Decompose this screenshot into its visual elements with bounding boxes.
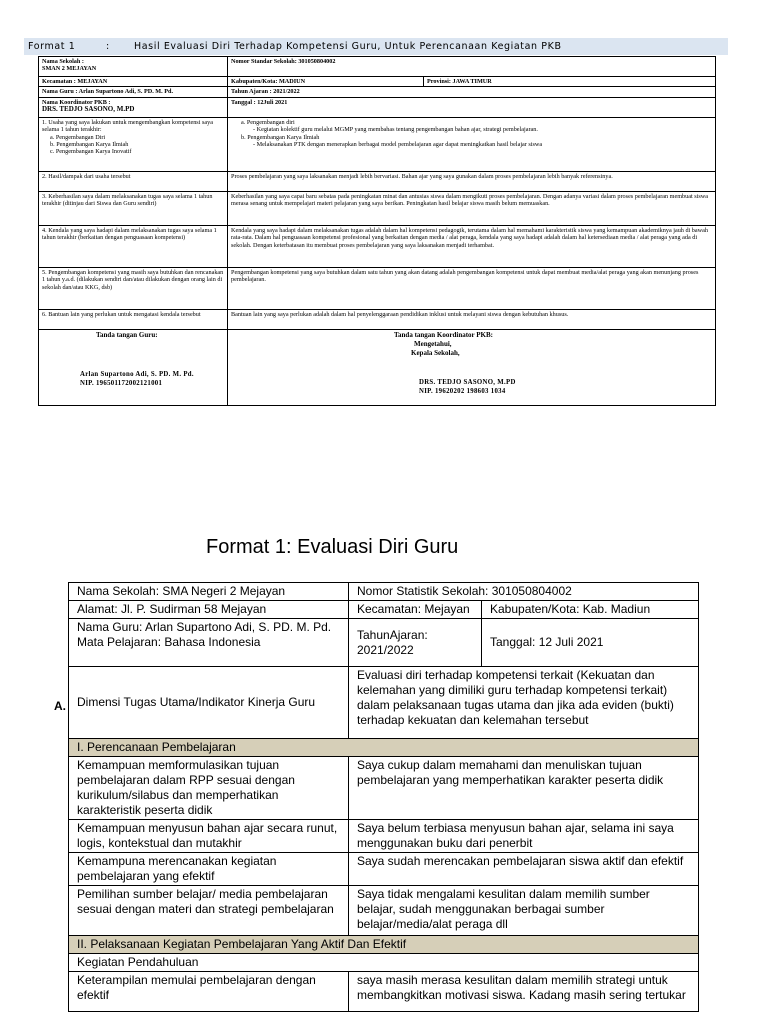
table-row <box>69 886 699 936</box>
row1-right-item: b. Pengembangan Karya Ilmiah <box>241 133 320 141</box>
p2-nomor-statistik: Nomor Statistik Sekolah: 301050804002 <box>349 583 699 601</box>
p2-mapel: Mata Pelajaran: Bahasa Indonesia <box>77 635 261 649</box>
p2-evaluasi-header: Evaluasi diri terhadap kompetensi terkait (Kekuatan dan kelemahan yang dimiliki guru terhadap kompetensi terkait) dalam pelaksanaan tugas utama dan jika ada eviden (bukti) terhadap kekuatan dan kelemahan tersebut <box>349 667 699 739</box>
row5-right: Pengembangan kompetensi yang saya butuhkan dalam satu tahun yang akan datang adalah pengembangan kompetensi untuk dapat membuat media/alat peraga yang akan menunjang proses pembelajaran. <box>228 267 716 309</box>
row3-left: 3. Keberhasilan saya dalam melaksanakan tugas saya selama 1 tahun terakhir (ditinjau dari Siswa dan Guru sendiri) <box>39 191 228 225</box>
signature-guru-title: Tanda tangan Guru: <box>96 330 158 339</box>
table-row <box>39 309 716 329</box>
section-pelaksanaan: II. Pelaksanaan Kegiatan Pembelajaran Yang Aktif Dan Efektif <box>69 936 699 954</box>
p2-nama-guru: Nama Guru: Arlan Supartono Adi, S. PD. M. Pd. <box>77 620 332 634</box>
row3-right: Keberhasilan yang saya capai baru sebatas pada peningkatan minat dan antusias siswa dalam mengikuti proses pembelajaran. Dengan adanya variasi dalam proses pembelajaran membuat siswa merasa senang untuk mempelajari materi pelajaran yang saya berikan. Peningkatan hasil belajar siswa masih belum memuaskan. <box>228 191 716 225</box>
signature-row <box>39 329 716 405</box>
p2-nama-sekolah: Nama Sekolah: SMA Negeri 2 Mejayan <box>69 583 349 601</box>
nama-guru-cell <box>39 87 228 97</box>
p2-tanggal: Tanggal: 12 Juli 2021 <box>482 619 699 667</box>
kabupaten: Kabupaten/Kota: MADIUN <box>228 77 424 87</box>
evaluasi-diri-table <box>68 582 699 1012</box>
p2-row-left: Kemampuan menyusun bahan ajar secara runut, logis, kontekstual dan mutakhir <box>69 820 349 853</box>
row1-right <box>228 117 716 171</box>
p2-row-left: Kemampuan memformulasikan tujuan pembelajaran dalam RPP sesuai dengan kurikulum/silabus dan memperhatikan karakteristik peserta didik <box>69 757 349 820</box>
signature-mengetahui: Mengetahui, <box>414 339 452 348</box>
p2-row-left: Keterampilan memulai pembelajaran dengan efektif <box>69 972 349 1012</box>
table-row <box>69 757 699 820</box>
row4-right: Kendala yang saya hadapi dalam melaksanakan tugas adalah dalam hal kompetensi pedagogik, terutama dalam hal memahami karakteristik siswa yang kemampuan akademiknya jauh di bawah rata-rata. Dalam hal penguasaan kompetensi profesional yang berkaitan dengan media / alat peraga, kendala yang saya hadapi adalah dalam hal ketersediaan media / alat peraga yang ada di sekolah. Dengan keterbatasan itu membuat proses pembelajaran yang saya laksanakan menjadi terhambat. <box>228 225 716 267</box>
section-perencanaan: I. Perencanaan Pembelajaran <box>69 739 699 757</box>
koordinator-label: Nama Koordinator PKB : <box>42 98 111 106</box>
row4-left: 4. Kendala yang saya hadapi dalam melaksanakan tugas saya selama 1 tahun terakhir (berkaitan dengan penguasaan kompetensi) <box>39 225 228 267</box>
signature-koord-nip: NIP. 19620202 198603 1034 <box>419 387 506 395</box>
row1-item: c. Pengembangan Karya Inovatif <box>50 148 132 156</box>
provinsi: Provinsi: JAWA TIMUR <box>424 77 716 87</box>
table-row <box>39 225 716 267</box>
row6-right: Bantuan lain yang saya perlukan adalah dalam hal penyelenggaraan pendidikan inklusi untuk melayani siswa dengan kebutuhan khusus. <box>228 309 716 329</box>
format-title: Hasil Evaluasi Diri Terhadap Kompetensi Guru, Untuk Perencanaan Kegiatan PKB <box>134 41 562 52</box>
row1-right-item: a. Pengembangan diri <box>241 118 295 126</box>
nama-guru-value: Arlan Supartono Adi, S. PD. M. Pd. <box>78 88 173 96</box>
format-colon: : <box>106 41 110 52</box>
format-prefix: Format 1 <box>28 41 76 52</box>
p2-row-right: Saya tidak mengalami kesulitan dalam memilih sumber belajar, sudah menggunakan berbagai sumber belajar/media/alat peraga dll <box>349 886 699 936</box>
nama-sekolah-value: SMAN 2 MEJAYAN <box>42 65 97 73</box>
tahun-ajaran: Tahun Ajaran : 2021/2022 <box>228 87 716 97</box>
signature-koord-title: Tanda tangan Koordinator PKB: <box>394 330 493 339</box>
nama-guru-label: Nama Guru : <box>42 88 78 96</box>
table-row <box>69 972 699 1012</box>
p2-row-right: Saya cukup dalam memahami dan menuliskan tujuan pembelajaran yang memperhatikan karakter peserta didik <box>349 757 699 820</box>
row6-left: 6. Bantuan lain yang perlukan untuk mengatasi kendala tersebut <box>39 309 228 329</box>
signature-guru-nip: NIP. 196501172002121001 <box>80 379 163 387</box>
row1-right-item: - Melaksanakan PTK dengan menerapkan berbagai model pembelajaran agar dapat meningkatkan hasil belajar siswa <box>253 141 543 149</box>
p2-alamat: Alamat: Jl. P. Sudirman 58 Mejayan <box>69 601 349 619</box>
table-row <box>39 267 716 309</box>
signature-kepala: Kepala Sekolah, <box>411 348 460 357</box>
p2-kecamatan: Kecamatan: Mejayan <box>349 601 482 619</box>
row5-left: 5. Pengembangan kompetensi yang masih saya butuhkan dan rencanakan 1 tahun y.a.d. (dilakukan sendiri dan/atau dilakukan dengan orang lain di sekolah dan/atau KKG, dsb) <box>39 267 228 309</box>
subsection-pendahuluan: Kegiatan Pendahuluan <box>69 954 699 972</box>
p2-row-right: Saya sudah merencakan pembelajaran siswa aktif dan efektif <box>349 853 699 886</box>
table-row <box>39 117 716 171</box>
row2-right: Proses pembelajaran yang saya laksanakan menjadi lebih bervariasi. Bahan ajar yang saya gunakan dalam proses pembelajaran lebih banyak referensinya. <box>228 171 716 191</box>
nama-sekolah-cell <box>39 57 228 77</box>
row1-item: a. Pengembangan Diri <box>50 133 106 141</box>
section-letter: A. <box>54 699 66 713</box>
p2-row-right: saya masih merasa kesulitan dalam memilih strategi untuk membangkitkan motivasi siswa. Kadang masih sering tertukar <box>349 972 699 1012</box>
table-row <box>39 191 716 225</box>
p2-guru-cell <box>69 619 349 667</box>
p2-row-left: Pemilihan sumber belajar/ media pembelajaran sesuai dengan materi dan strategi pembelajaran <box>69 886 349 936</box>
format-header <box>24 38 728 55</box>
table-row <box>69 853 699 886</box>
p2-tahun-ajaran: TahunAjaran: 2021/2022 <box>349 619 482 667</box>
signature-guru <box>39 329 228 405</box>
row2-left: 2. Hasil/dampak dari usaha tersebut <box>39 171 228 191</box>
row1-intro: 1. Usaha yang saya lakukan untuk mengembangkan kompetensi saya selama 1 tahun terakhir: <box>42 118 213 134</box>
signature-koordinator <box>228 329 716 405</box>
row1-left <box>39 117 228 171</box>
signature-guru-name: Arlan Supartono Adi, S. PD. M. Pd. <box>80 370 194 378</box>
kecamatan: Kecamatan : MEJAYAN <box>39 77 228 87</box>
row1-right-item: - Kegiatan kolektif guru melalui MGMP yang membahas tentang pengembangan bahan ajar, strategi pembelajaran. <box>253 126 538 134</box>
page2-title: Format 1: Evaluasi Diri Guru <box>206 536 459 558</box>
koordinator-cell <box>39 97 228 117</box>
p2-row-right: Saya belum terbiasa menyusun bahan ajar, selama ini saya menggunakan buku dari penerbit <box>349 820 699 853</box>
nomor-standar: Nomor Standar Sekolah: 301050804002 <box>228 57 716 77</box>
signature-koord-name: DRS. TEDJO SASONO, M.PD <box>419 378 516 386</box>
table-row <box>69 820 699 853</box>
p2-row-left: Kemampuna merencanakan kegiatan pembelajaran yang efektif <box>69 853 349 886</box>
nama-sekolah-label: Nama Sekolah : <box>42 58 84 65</box>
evaluation-table <box>38 56 716 406</box>
table-row <box>39 171 716 191</box>
tanggal: Tanggal : 12Juli 2021 <box>228 97 716 117</box>
p2-dimensi: Dimensi Tugas Utama/Indikator Kinerja Guru <box>69 667 349 739</box>
p2-kabupaten: Kabupaten/Kota: Kab. Madiun <box>482 601 699 619</box>
koordinator-value: DRS. TEDJO SASONO, M.PD <box>42 105 135 114</box>
row1-item: b. Pengembangan Karya Ilmiah <box>50 141 129 149</box>
